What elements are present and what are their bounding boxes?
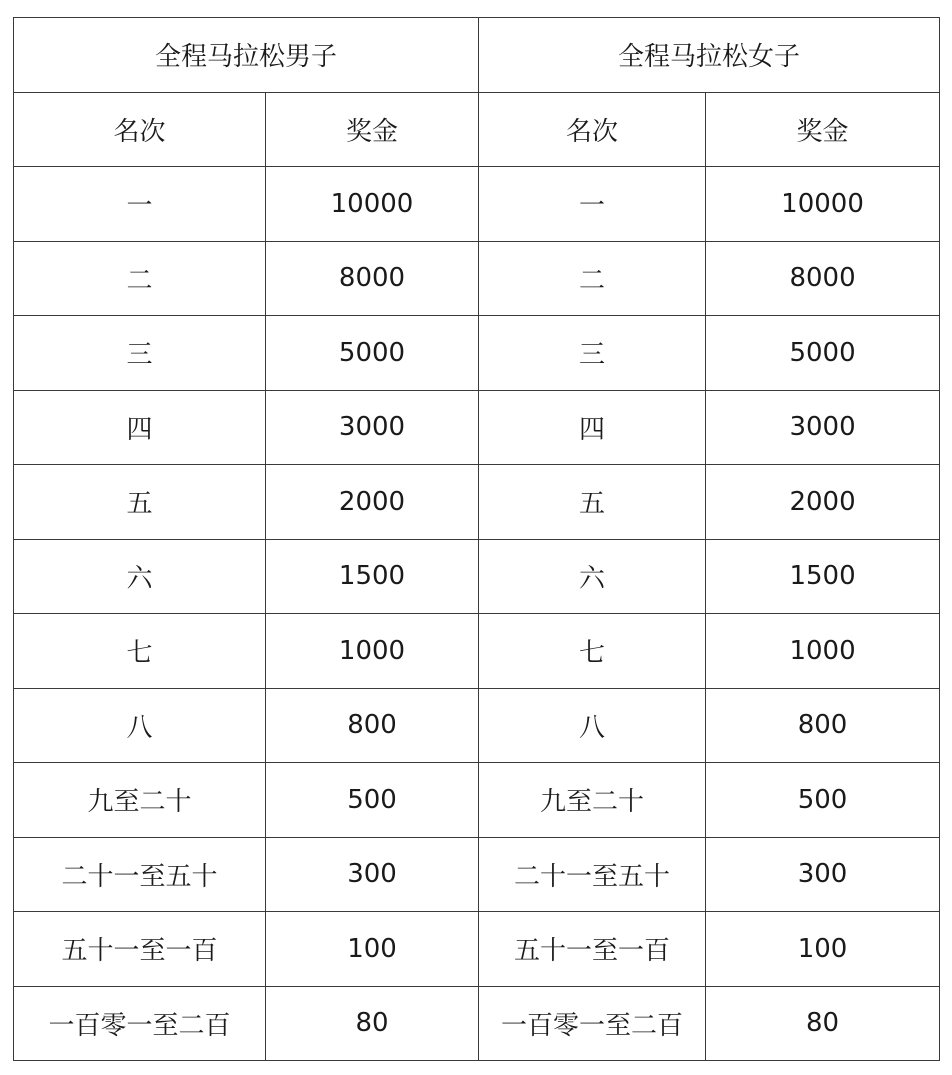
- table-row: [14, 539, 940, 614]
- table-row: [14, 390, 940, 465]
- women-prize-cell: 5000: [706, 316, 940, 391]
- women-rank-cell: 九至二十: [479, 763, 706, 838]
- women-prize-cell: 3000: [706, 390, 940, 465]
- table-body: [14, 167, 940, 1061]
- women-prize-cell: 8000: [706, 241, 940, 316]
- table-row: [14, 986, 940, 1061]
- header-row: [14, 92, 940, 167]
- men-prize-cell: 80: [266, 986, 479, 1061]
- men-rank-cell: 九至二十: [14, 763, 266, 838]
- men-rank-cell: 五: [14, 465, 266, 540]
- women-rank-cell: 七: [479, 614, 706, 689]
- women-rank-cell: 四: [479, 390, 706, 465]
- women-prize-cell: 800: [706, 688, 940, 763]
- table-row: [14, 465, 940, 540]
- table-row: [14, 614, 940, 689]
- women-rank-cell: 五: [479, 465, 706, 540]
- table-row: [14, 837, 940, 912]
- men-prize-header: 奖金: [266, 92, 479, 167]
- women-prize-cell: 80: [706, 986, 940, 1061]
- women-prize-cell: 300: [706, 837, 940, 912]
- table-row: [14, 763, 940, 838]
- women-rank-cell: 三: [479, 316, 706, 391]
- women-rank-header: 名次: [479, 92, 706, 167]
- men-prize-cell: 300: [266, 837, 479, 912]
- women-rank-cell: 六: [479, 539, 706, 614]
- table-row: [14, 688, 940, 763]
- women-rank-cell: 八: [479, 688, 706, 763]
- men-prize-cell: 1000: [266, 614, 479, 689]
- men-prize-cell: 8000: [266, 241, 479, 316]
- table-row: [14, 316, 940, 391]
- men-rank-cell: 六: [14, 539, 266, 614]
- women-prize-cell: 2000: [706, 465, 940, 540]
- men-rank-cell: 八: [14, 688, 266, 763]
- men-rank-cell: 三: [14, 316, 266, 391]
- men-rank-cell: 五十一至一百: [14, 912, 266, 987]
- table-row: [14, 912, 940, 987]
- men-prize-cell: 5000: [266, 316, 479, 391]
- men-rank-header: 名次: [14, 92, 266, 167]
- women-rank-cell: 一百零一至二百: [479, 986, 706, 1061]
- women-prize-cell: 10000: [706, 167, 940, 242]
- men-prize-cell: 2000: [266, 465, 479, 540]
- men-rank-cell: 一: [14, 167, 266, 242]
- men-prize-cell: 800: [266, 688, 479, 763]
- women-rank-cell: 一: [479, 167, 706, 242]
- men-rank-cell: 二十一至五十: [14, 837, 266, 912]
- women-prize-cell: 500: [706, 763, 940, 838]
- men-rank-cell: 四: [14, 390, 266, 465]
- men-rank-cell: 二: [14, 241, 266, 316]
- women-prize-header: 奖金: [706, 92, 940, 167]
- women-rank-cell: 五十一至一百: [479, 912, 706, 987]
- men-marathon-title: 全程马拉松男子: [14, 18, 479, 93]
- women-marathon-title: 全程马拉松女子: [479, 18, 940, 93]
- title-row: [14, 18, 940, 93]
- prize-table: [13, 17, 940, 1061]
- men-rank-cell: 一百零一至二百: [14, 986, 266, 1061]
- men-rank-cell: 七: [14, 614, 266, 689]
- men-prize-cell: 100: [266, 912, 479, 987]
- men-prize-cell: 3000: [266, 390, 479, 465]
- women-prize-cell: 1000: [706, 614, 940, 689]
- women-prize-cell: 1500: [706, 539, 940, 614]
- table-row: [14, 241, 940, 316]
- women-rank-cell: 二: [479, 241, 706, 316]
- men-prize-cell: 10000: [266, 167, 479, 242]
- women-prize-cell: 100: [706, 912, 940, 987]
- women-rank-cell: 二十一至五十: [479, 837, 706, 912]
- men-prize-cell: 500: [266, 763, 479, 838]
- table-row: [14, 167, 940, 242]
- men-prize-cell: 1500: [266, 539, 479, 614]
- table-head: [14, 18, 940, 167]
